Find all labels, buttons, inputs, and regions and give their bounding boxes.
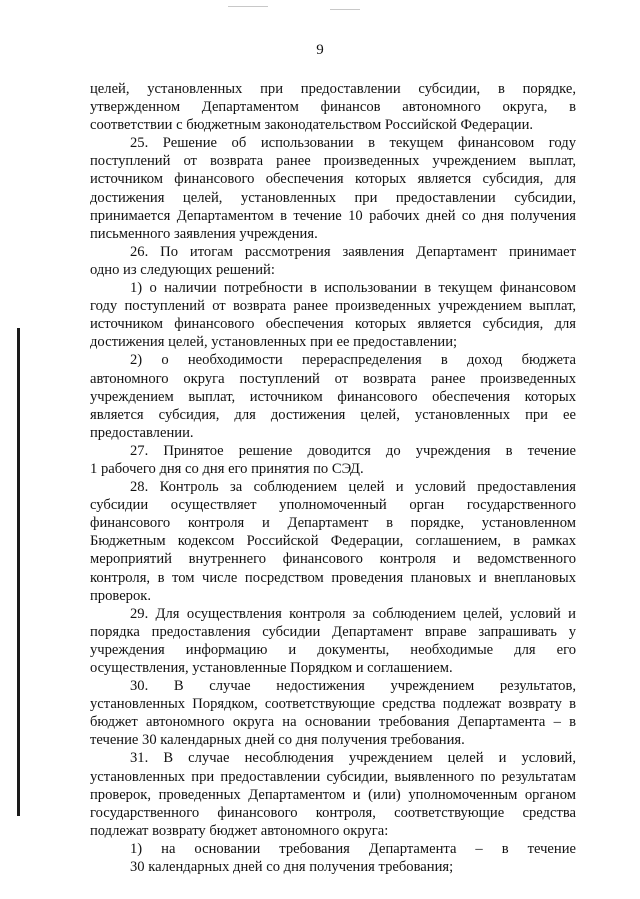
text-line: является субсидия, для достижения целей, установленных при ее	[90, 406, 576, 423]
text-line: 30. В случае недостижения учреждением результатов,	[130, 678, 576, 695]
paragraph	[90, 840, 576, 876]
text-line: 29. Для осуществления контроля за соблюдением целей, условий и	[130, 605, 576, 622]
text-line: государственного финансового контроля, соответствующие средства	[90, 804, 576, 821]
text-line: целей, установленных при предоставлении субсидии, в порядке,	[90, 81, 576, 97]
text-line: установленных Порядком, соответствующие средства подлежат возврату в	[90, 696, 576, 713]
text-line: 31. В случае несоблюдения учреждением целей и условий,	[130, 750, 576, 767]
text-line: мероприятий внутреннего финансового контроля и ведомственного	[90, 551, 576, 568]
text-line: финансового контроля и Департамент в порядке, установленном	[90, 515, 576, 532]
text-line: источником финансового обеспечения которых является субсидия, для	[90, 171, 576, 188]
text-line: письменного заявления учреждения.	[90, 225, 318, 242]
paragraph	[90, 243, 576, 279]
text-line: проверок, проведенных Департаментом и (или) уполномоченным органом	[90, 786, 576, 803]
paragraph	[90, 80, 576, 134]
text-line: 26. По итогам рассмотрения заявления Департамент принимает	[130, 243, 576, 260]
text-line: учреждения информацию и документы, необходимые для его	[90, 641, 576, 658]
document-body	[90, 80, 576, 876]
text-line: достижения целей, установленных при ее предоставлении;	[90, 334, 458, 351]
text-line: автономного округа поступлений от возврата ранее произведенных	[90, 370, 576, 387]
paragraph	[90, 478, 576, 605]
text-line: осуществления, установленные Порядком и соглашением.	[90, 660, 453, 676]
text-line: контроля, в том числе посредством проведения плановых и внеплановых	[90, 569, 576, 586]
text-line: установленных при предоставлении субсидии, выявленного по результатам	[90, 768, 576, 785]
text-line: соответствии с бюджетным законодательством Российской Федерации.	[90, 117, 534, 134]
text-line: достижения целей, установленных при предоставлении субсидии,	[90, 189, 576, 206]
paragraph	[90, 605, 576, 677]
text-line: источником финансового обеспечения которых является субсидия, для	[90, 316, 576, 333]
paragraph	[90, 351, 576, 441]
paragraph	[90, 677, 576, 749]
paragraph	[90, 134, 576, 243]
text-line: поступлений от возврата ранее произведенных учреждением выплат,	[90, 153, 576, 170]
text-line: субсидии осуществляет уполномоченный орган государственного	[90, 497, 576, 514]
text-line: 1) на основании требования Департамента – в течение	[130, 840, 576, 857]
scan-artifact	[228, 6, 268, 7]
text-line: проверок.	[90, 587, 152, 604]
text-line: 28. Контроль за соблюдением целей и условий предоставления	[130, 479, 576, 496]
text-line: Бюджетным кодексом Российской Федерации, соглашением, в рамках	[90, 533, 576, 550]
paragraph	[90, 749, 576, 839]
text-line: 25. Решение об использовании в текущем финансовом году	[130, 135, 576, 152]
text-line: бюджет автономного округа на основании требования Департамента – в	[90, 714, 576, 731]
text-line: 1 рабочего дня со дня его принятия по СЭД.	[90, 460, 364, 477]
text-line: 1) о наличии потребности в использовании в текущем финансовом	[130, 280, 576, 297]
text-line: подлежат возврату бюджет автономного округа:	[90, 822, 389, 839]
text-line: принимается Департаментом в течение 10 рабочих дней со дня получения	[90, 207, 576, 224]
paragraph	[90, 442, 576, 478]
text-line: 30 календарных дней со дня получения требования;	[130, 859, 454, 876]
text-line: году поступлений от возврата ранее произведенных учреждением выплат,	[90, 298, 576, 315]
text-line: 27. Принятое решение доводится до учреждения в течение	[130, 442, 576, 459]
text-line: 2) о необходимости перераспределения в доход бюджета	[130, 352, 576, 369]
paragraph	[90, 279, 576, 351]
text-line: течение 30 календарных дней со дня получения требования.	[90, 732, 465, 749]
margin-bar	[17, 328, 20, 816]
text-line: учреждением выплат, источником финансового обеспечения которых	[90, 388, 576, 405]
scan-artifact	[330, 9, 360, 10]
text-line: одно из следующих решений:	[90, 261, 275, 278]
text-line: утвержденном Департаментом финансов автономного округа, в	[90, 99, 576, 116]
text-line: порядка предоставления субсидии Департамент вправе запрашивать у	[90, 623, 576, 640]
page-number: 9	[316, 42, 324, 58]
text-line: предоставлении.	[90, 424, 194, 441]
